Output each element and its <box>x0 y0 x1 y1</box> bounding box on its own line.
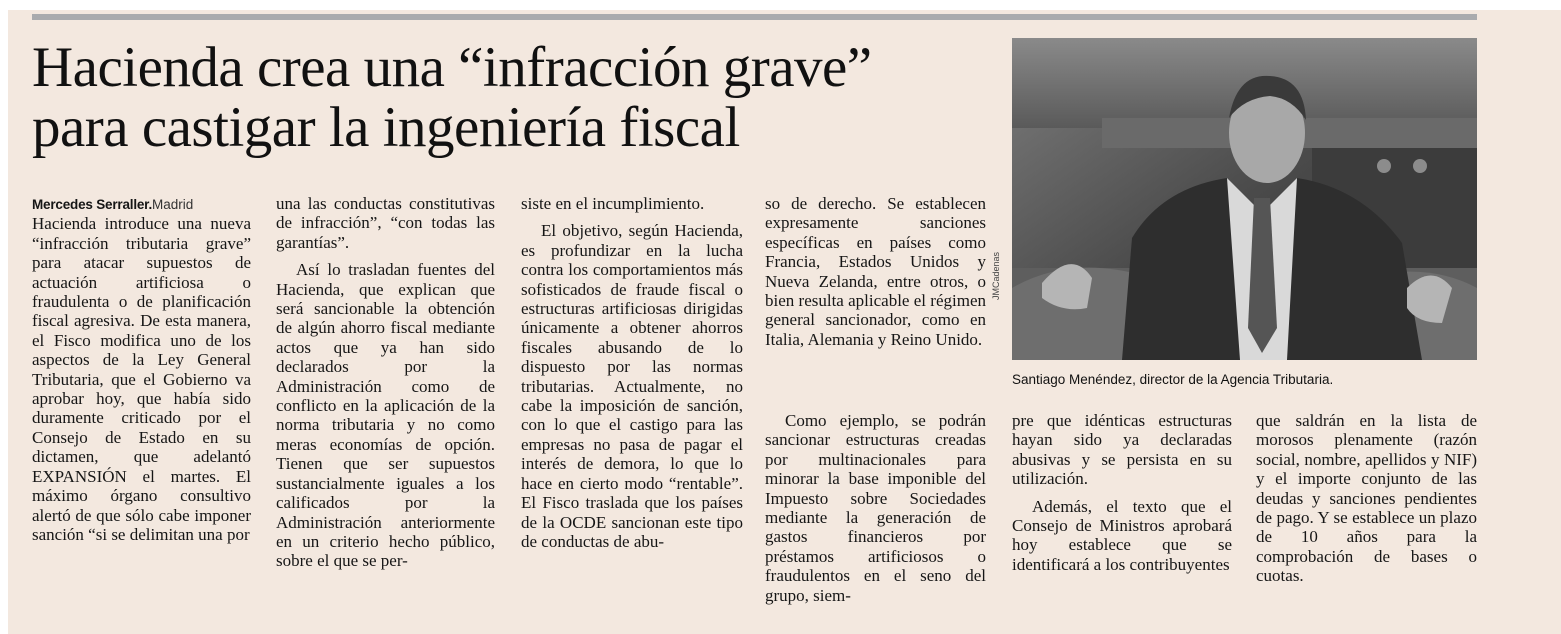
photo-caption: Santiago Menéndez, director de la Agencia Tributaria. <box>1012 372 1334 387</box>
paragraph: pre que idénticas estructuras hayan sido ya declaradas abusivas y se persista en su utilización. <box>1012 411 1232 489</box>
headline <box>32 38 992 158</box>
paragraph: Como ejemplo, se podrán sancionar estructuras creadas por multinacionales para minorar la base imponible del Impuesto sobre Sociedades mediante la generación de gastos financieros por préstamos artificiosos o fraudulentos en el seno del grupo, siem- <box>765 411 986 605</box>
paragraph: so de derecho. Se establecen expresamente sanciones específicas en países como Francia, Estados Unidos y Nueva Zelanda, entre otros, o bien resulta aplicable el régimen general sancionador, como en Italia, Alemania y Reino Unido. <box>765 194 986 349</box>
article-column-2 <box>276 194 495 571</box>
article-column-4-lower <box>765 411 986 605</box>
byline-city: Madrid <box>152 197 194 212</box>
headline-line-1: Hacienda crea una “infracción grave” <box>32 36 872 99</box>
paragraph: siste en el incumplimiento. <box>521 194 705 213</box>
article-column-6 <box>1256 411 1477 586</box>
byline-author: Mercedes Serraller. <box>32 197 153 212</box>
page-edge <box>0 0 8 634</box>
byline <box>32 194 251 214</box>
news-photo <box>1012 38 1477 360</box>
paragraph: Hacienda introduce una nueva “infracción tributaria grave” para atacar supuestos de actuación artificiosa o fraudulenta o de planificación fiscal agresiva. De esta manera, el Fisco modifica uno de los aspectos de la Ley General Tributaria, que el Gobierno va aprobar hoy, que había sido duramente criticado por el Consejo de Estado en su dictamen, que adelantó EXPANSIÓN el martes. El máximo órgano consultivo alertó de que sólo cabe imponer sanción “si se delimitan una por <box>32 214 251 544</box>
paragraph: Además, el texto que el Consejo de Ministros aprobará hoy establece que se identificará a los contribuyentes <box>1012 496 1232 574</box>
article-column-1 <box>32 194 251 544</box>
section-rule <box>32 14 1477 20</box>
headline-line-2: para castigar la ingeniería fiscal <box>32 96 740 159</box>
paragraph: que saldrán en la lista de morosos plenamente (razón social, nombre, apellidos y NIF) y el importe conjunto de las deudas y sanciones pendientes de pago. Y se establece un plazo de 10 años para la comprobación de bases o cuotas. <box>1256 411 1477 586</box>
article-column-4 <box>765 194 986 349</box>
paragraph: una las conductas constitutivas de infracción”, “con todas las garantías”. <box>276 194 495 252</box>
article-column-5 <box>1012 411 1232 574</box>
paragraph: Así lo trasladan fuentes del Hacienda, que explican que será sancionable la obtención de algún ahorro fiscal mediante actos que ya han sido declarados por la Administración como de conflicto en la aplicación de la norma tributaria y no como meras economías de opción. Tienen que ser supuestos sustancialmente iguales a los calificados por la Administración anteriormente en un criterio hecho público, sobre el que se per- <box>276 260 495 571</box>
portrait-illustration <box>1012 38 1477 360</box>
paragraph: El objetivo, según Hacienda, es profundizar en la lucha contra los comportamientos más sofisticados de fraude fiscal o estructuras artificiosas dirigidas únicamente a obtener ahorros fiscales abusando de lo dispuesto por las normas tributarias. Actualmente, no cabe la imposición de sanción, con lo que el castigo para las empresas no pasa de pagar el interés de demora, lo que lo hace en cierto modo “rentable”. El Fisco traslada que los países de la OCDE sancionan este tipo de conductas de abu- <box>521 221 743 551</box>
article-column-3 <box>521 194 743 551</box>
photo-credit: JMCadenas <box>991 251 1001 300</box>
page-edge <box>0 0 1561 10</box>
